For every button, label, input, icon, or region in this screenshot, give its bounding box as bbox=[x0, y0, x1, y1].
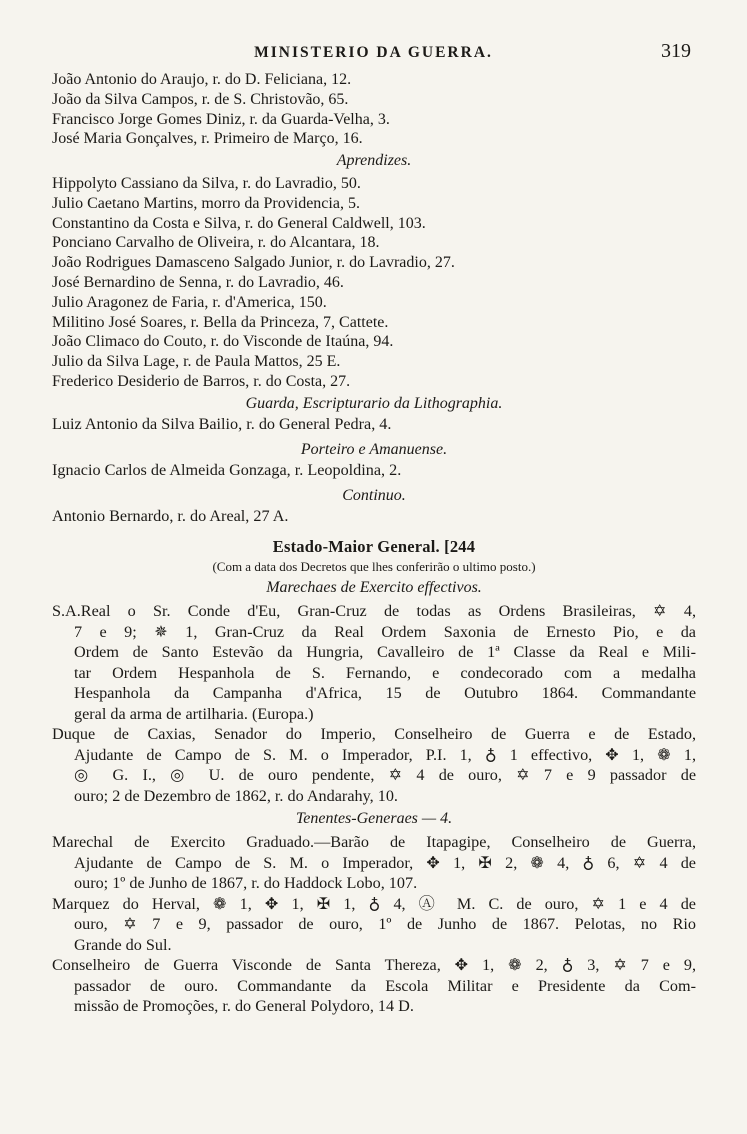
section-heading-tenentes: Tenentes-Generaes — 4. bbox=[295, 810, 453, 828]
entry-line: Ajudante de Campo de S. M. o Imperador, P.I. 1, ♁ 1 effectivo, ✥ 1, ❁ 1, bbox=[74, 745, 696, 764]
entry-line: Marquez do Herval, ❁ 1, ✥ 1, ✠ 1, ♁ 4, Ⓐ M. C. de ouro, ✡ 1 e 4 de bbox=[52, 894, 696, 913]
list-item: Constantino da Costa e Silva, r. do General Caldwell, 103. bbox=[52, 214, 426, 232]
list-item: Antonio Bernardo, r. do Areal, 27 A. bbox=[52, 507, 289, 526]
section-heading-marechaes: Marechaes de Exercito effectivos. bbox=[266, 579, 482, 597]
entry-thereza bbox=[52, 955, 696, 1017]
list-item: Julio da Silva Lage, r. de Paula Mattos, 25 E. bbox=[52, 353, 341, 371]
entry-line: passador de ouro. Commandante da Escola Militar e Presidente da Com- bbox=[74, 976, 696, 995]
entry-line: Duque de Caxias, Senador do Imperio, Conselheiro de Guerra e de Estado, bbox=[52, 725, 696, 744]
entry-list-aprendizes bbox=[52, 174, 696, 392]
entry-line: ouro, ✡ 7 e 9, passador de ouro, 1º de Junho de 1867. Pelotas, no Rio bbox=[74, 915, 696, 934]
section-heading-guarda: Guarda, Escripturario da Lithographia. bbox=[245, 394, 503, 412]
entry-line: geral da arma de artilharia. (Europa.) bbox=[74, 704, 314, 723]
list-item: Militino José Soares, r. Bella da Princeza, 7, Cattete. bbox=[52, 313, 389, 331]
entry-line: missão de Promoções, r. do General Polydoro, 14 D. bbox=[74, 997, 414, 1016]
entry-caxias bbox=[52, 724, 696, 806]
list-item: João Rodrigues Damasceno Salgado Junior, r. do Lavradio, 27. bbox=[52, 254, 455, 272]
list-item: Julio Caetano Martins, morro da Providencia, 5. bbox=[52, 194, 360, 212]
entry-conde-deu bbox=[52, 601, 696, 724]
list-item: Frederico Desiderio de Barros, r. do Costa, 27. bbox=[52, 372, 351, 390]
list-item: Ponciano Carvalho de Oliveira, r. do Alcantara, 18. bbox=[52, 234, 380, 252]
section-heading-porteiro: Porteiro e Amanuense. bbox=[300, 441, 448, 459]
list-item: Luiz Antonio da Silva Bailio, r. do General Pedra, 4. bbox=[52, 414, 392, 433]
list-item: João Climaco do Couto, r. do Visconde de Itaúna, 94. bbox=[52, 333, 394, 351]
entry-line: 7 e 9; ✵ 1, Gran-Cruz da Real Ordem Saxonia de Ernesto Pio, e da bbox=[74, 622, 696, 641]
list-item: Ignacio Carlos de Almeida Gonzaga, r. Leopoldina, 2. bbox=[52, 460, 402, 479]
section-heading-aprendizes: Aprendizes. bbox=[336, 152, 412, 170]
list-item: Francisco Jorge Gomes Diniz, r. da Guarda-Velha, 3. bbox=[52, 110, 390, 128]
entry-line: Ordem de Santo Estevão da Hungria, Cavalleiro de 1ª Classe da Real e Mili- bbox=[74, 643, 696, 662]
list-item: João Antonio do Araujo, r. do D. Feliciana, 12. bbox=[52, 71, 352, 88]
list-item: João da Silva Campos, r. de S. Christovão, 65. bbox=[52, 90, 349, 108]
running-title: MINISTERIO DA GUERRA. bbox=[254, 44, 493, 61]
entry-line: ◎ G. I., ◎ U. de ouro pendente, ✡ 4 de ouro, ✡ 7 e 9 passador de bbox=[74, 766, 696, 785]
section-heading-continuo: Continuo. bbox=[342, 487, 406, 505]
entry-line: ouro; 1º de Junho de 1867, r. do Haddock Lobo, 107. bbox=[74, 874, 418, 893]
entry-line: tar Ordem Hespanhola de S. Fernando, e condecorado com a medalha bbox=[74, 663, 696, 682]
entry-line: ouro; 2 de Dezembro de 1862, r. do Andarahy, 10. bbox=[74, 786, 398, 805]
list-item: José Maria Gonçalves, r. Primeiro de Março, 16. bbox=[52, 130, 363, 148]
entry-line: S.A.Real o Sr. Conde d'Eu, Gran-Cruz de todas as Ordens Brasileiras, ✡ 4, bbox=[52, 602, 696, 621]
entry-list-top bbox=[52, 70, 696, 149]
list-item: Julio Aragonez de Faria, r. d'America, 150. bbox=[52, 293, 327, 311]
list-item: José Bernardino de Senna, r. do Lavradio, 46. bbox=[52, 273, 344, 291]
entry-itapagipe bbox=[52, 832, 696, 894]
section-note: (Com a data dos Decretos que lhes conferirão o ultimo posto.) bbox=[212, 559, 536, 575]
entry-line: Marechal de Exercito Graduado.—Barão de Itapagipe, Conselheiro de Guerra, bbox=[52, 833, 696, 852]
list-item: Hippolyto Cassiano da Silva, r. do Lavradio, 50. bbox=[52, 174, 361, 192]
entry-line: Hespanhola da Campanha d'Africa, 15 de Outubro 1864. Commandante bbox=[74, 684, 696, 703]
entry-herval bbox=[52, 894, 696, 956]
section-title-estado-maior: Estado-Maior General. [244 bbox=[272, 536, 476, 556]
page-number: 319 bbox=[661, 40, 691, 62]
entry-line: Grande do Sul. bbox=[74, 935, 172, 954]
entry-line: Conselheiro de Guerra Visconde de Santa Thereza, ✥ 1, ❁ 2, ♁ 3, ✡ 7 e 9, bbox=[52, 956, 696, 975]
entry-line: Ajudante de Campo de S. M. o Imperador, ✥ 1, ✠ 2, ❁ 4, ♁ 6, ✡ 4 de bbox=[74, 853, 696, 872]
text-column bbox=[52, 70, 696, 1017]
